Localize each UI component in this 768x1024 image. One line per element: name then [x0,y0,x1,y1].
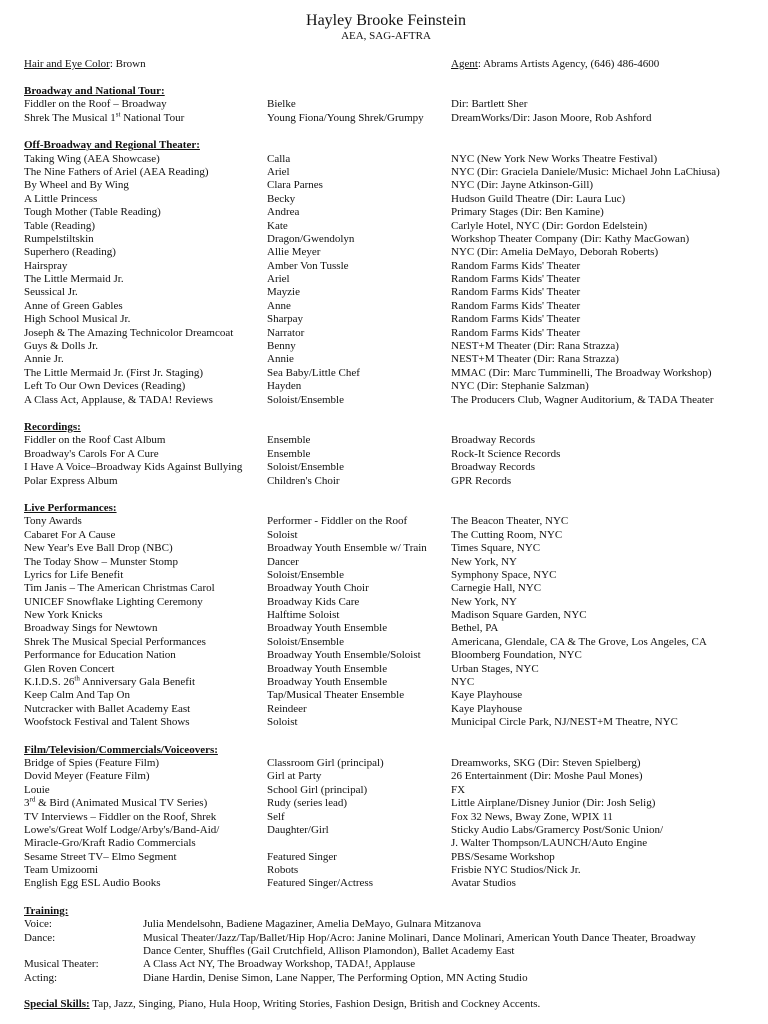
agent-label: Agent [451,58,478,70]
credit-row [24,260,748,273]
credit-title: Lowe's/Great Wolf Lodge/Arby's/Band-Aid/ [24,823,220,836]
credit-role: Dragon/Gwendolyn [267,232,355,245]
credit-venue: Avatar Studios [451,877,516,890]
training-category: Acting: [24,971,57,984]
credit-role: Kate [267,219,288,232]
credit-venue: NYC (Dir: Amelia DeMayo, Deborah Roberts) [451,246,659,259]
credit-row [24,622,748,635]
training-rows [24,918,748,985]
credit-rows [24,153,748,407]
credit-row [24,327,748,340]
credit-role: Dancer [267,555,299,568]
credit-title: Taking Wing (AEA Showcase) [24,152,160,165]
credit-venue: Frisbie NYC Studios/Nick Jr. [451,864,581,877]
credit-venue: Dir: Bartlett Sher [451,98,528,111]
credit-row [24,582,748,595]
section-live-performances [24,502,748,730]
credit-row [24,663,748,676]
credit-row [24,811,748,824]
credit-role: Calla [267,152,291,165]
credit-title: Miracle-Gro/Kraft Radio Commercials [24,837,196,850]
credit-role: Sea Baby/Little Chef [267,366,360,379]
credit-title: A Class Act, Applause, & TADA! Reviews [24,393,213,406]
credit-venue: Kaye Playhouse [451,689,523,702]
training-row [24,972,748,985]
credit-row [24,246,748,259]
credit-row [24,757,748,770]
credit-row [24,394,748,407]
credit-title: 3rd & Bird (Animated Musical TV Series) [24,795,208,810]
credit-venue: Random Farms Kids' Theater [451,259,581,272]
credit-title: Shrek The Musical 1st National Tour [24,110,185,124]
credit-row [24,300,748,313]
credit-venue: Sticky Audio Labs/Gramercy Post/Sonic Union/ [451,823,664,836]
credit-role: Tap/Musical Theater Ensemble [267,689,405,702]
training-instructors: Diane Hardin, Denise Simon, Lane Napper, The Performing Option, MN Acting Studio [143,971,528,984]
credit-venue: Workshop Theater Company (Dir: Kathy MacGowan) [451,232,690,245]
credit-role: Broadway Youth Ensemble [267,622,388,635]
training-category: Musical Theater: [24,958,99,971]
resume-page [24,10,748,1012]
credit-role: Bielke [267,98,296,111]
hair-eye-value: : Brown [109,58,146,70]
credit-title: Hairspray [24,259,68,272]
credit-row [24,784,748,797]
credit-venue: NYC (Dir: Graciela Daniele/Music: Michael John LaChiusa) [451,165,720,178]
credit-rows [24,757,748,891]
credit-row [24,367,748,380]
credit-title: The Nine Fathers of Ariel (AEA Reading) [24,165,209,178]
credit-role: Self [267,810,285,823]
training-instructors: Musical Theater/Jazz/Tap/Ballet/Hip Hop/Acro: Janine Molinari, Dance Molinari, American Youth Dance Theater, Broadway Dance Center, Shuffles (Gail Crutchfield, Allison Plamondon), Ballet Academy East [143,931,696,958]
credit-row [24,689,748,702]
credit-title: UNICEF Snowflake Lighting Ceremony [24,595,203,608]
training-category: Dance: [24,931,56,944]
credit-role: Narrator [267,326,305,339]
credit-row [24,353,748,366]
credit-title: Rumpelstiltskin [24,232,94,245]
credit-venue: Bloomberg Foundation, NYC [451,649,582,662]
credit-row [24,609,748,622]
training-row [24,958,748,971]
credit-title: The Little Mermaid Jr. [24,273,124,286]
credit-venue: Carnegie Hall, NYC [451,582,542,595]
credit-title: Nutcracker with Ballet Academy East [24,702,191,715]
credit-title: Shrek The Musical Special Performances [24,635,206,648]
credit-venue: Carlyle Hotel, NYC (Dir: Gordon Edelstein) [451,219,648,232]
credit-role: Ariel [267,273,290,286]
credit-row [24,797,748,810]
credit-title: Joseph & The Amazing Technicolor Dreamcoat [24,326,234,339]
agent-info [451,58,659,71]
section-training [24,905,748,985]
credit-title: The Little Mermaid Jr. (First Jr. Staging) [24,366,204,379]
credit-row [24,206,748,219]
credit-venue: NYC (Dir: Jayne Atkinson-Gill) [451,179,594,192]
credit-row [24,716,748,729]
section-broadway [24,85,748,125]
credit-title: Bridge of Spies (Feature Film) [24,756,160,769]
credit-row [24,649,748,662]
hair-eye-label: Hair and Eye Color [24,58,110,70]
credit-title: Glen Roven Concert [24,662,115,675]
credit-title: Annie Jr. [24,353,64,366]
credit-venue: Random Farms Kids' Theater [451,286,581,299]
credit-row [24,837,748,850]
credit-title: High School Musical Jr. [24,313,131,326]
credit-role: Girl at Party [267,770,322,783]
credit-venue: Times Square, NYC [451,542,541,555]
credit-row [24,770,748,783]
credit-title: Keep Calm And Tap On [24,689,130,702]
credit-title: Woofstock Festival and Talent Shows [24,716,190,729]
credit-role: Featured Singer [267,850,337,863]
credit-title: Guys & Dolls Jr. [24,340,98,353]
credit-row [24,515,748,528]
credit-venue: DreamWorks/Dir: Jason Moore, Rob Ashford [451,111,652,124]
credit-role: Halftime Soloist [267,609,340,622]
credit-role: Ensemble [267,434,311,447]
credit-title: Anne of Green Gables [24,299,123,312]
section-title: Live Performances: [24,501,117,514]
credit-venue: Urban Stages, NYC [451,662,539,675]
union-affiliations: AEA, SAG-AFTRA [341,30,431,42]
credit-title: Cabaret For A Cause [24,528,116,541]
credit-role: Robots [267,864,299,877]
hair-eye-color [24,58,146,71]
credit-row [24,703,748,716]
credit-role: Mayzie [267,286,300,299]
credit-role: Daughter/Girl [267,823,329,836]
section-title: Film/Television/Commercials/Voiceovers: [24,743,218,756]
credit-row [24,193,748,206]
credit-role: Broadway Kids Care [267,595,360,608]
credit-role: Annie [267,353,294,366]
credit-role: Andrea [267,206,300,219]
credit-venue: Municipal Circle Park, NJ/NEST+M Theatre, NYC [451,716,678,729]
credit-venue: Little Airplane/Disney Junior (Dir: Josh Selig) [451,797,656,810]
credit-role: Young Fiona/Young Shrek/Grumpy [267,111,424,124]
training-row [24,932,748,959]
credit-venue: Primary Stages (Dir: Ben Kamine) [451,206,604,219]
credit-row [24,529,748,542]
credit-row [24,448,748,461]
training-row [24,918,748,931]
credit-role: Ensemble [267,447,311,460]
credit-role: Soloist/Ensemble [267,568,344,581]
training-category: Voice: [24,918,52,931]
credit-role: Allie Meyer [267,246,321,259]
section-recordings [24,421,748,488]
credit-row [24,596,748,609]
performer-name: Hayley Brooke Feinstein [306,12,466,29]
credit-role: School Girl (principal) [267,783,368,796]
credit-title: Broadway Sings for Newtown [24,622,158,635]
credit-role: Classroom Girl (principal) [267,756,384,769]
credit-row [24,542,748,555]
credit-venue: J. Walter Thompson/LAUNCH/Auto Engine [451,837,648,850]
credit-role: Hayden [267,380,302,393]
credit-role: Clara Parnes [267,179,323,192]
credit-venue: 26 Entertainment (Dir: Moshe Paul Mones) [451,770,643,783]
credit-role: Featured Singer/Actress [267,877,373,890]
credit-title: By Wheel and By Wing [24,179,129,192]
credit-venue: NEST+M Theater (Dir: Rana Strazza) [451,340,619,353]
credit-row [24,877,748,890]
credit-venue: Symphony Space, NYC [451,568,557,581]
credit-row [24,676,748,689]
credit-row [24,179,748,192]
credit-title: Fiddler on the Roof – Broadway [24,98,167,111]
credit-row [24,153,748,166]
special-skills-label: Special Skills: [24,998,90,1011]
credit-title: Lyrics for Life Benefit [24,568,124,581]
credit-venue: PBS/Sesame Workshop [451,850,555,863]
credit-row [24,556,748,569]
credit-row [24,220,748,233]
credit-venue: Americana, Glendale, CA & The Grove, Los Angeles, CA [451,635,707,648]
credit-role: Broadway Youth Ensemble w/ Train [267,542,427,555]
credit-title: K.I.D.S. 26th Anniversary Gala Benefit [24,674,196,689]
credit-venue: Dreamworks, SKG (Dir: Steven Spielberg) [451,756,641,769]
credit-venue: Broadway Records [451,434,536,447]
credit-venue: The Beacon Theater, NYC [451,515,569,528]
credit-title: Tough Mother (Table Reading) [24,206,161,219]
credit-role: Soloist/Ensemble [267,635,344,648]
credit-title: Polar Express Album [24,474,118,487]
section-title: Training: [24,904,69,917]
credit-venue: NYC [451,676,475,689]
credit-role: Soloist [267,528,298,541]
credit-role: Broadway Youth Ensemble [267,676,388,689]
credit-row [24,851,748,864]
credit-title: Superhero (Reading) [24,246,116,259]
credit-title: Dovid Meyer (Feature Film) [24,770,150,783]
credit-title: The Today Show – Munster Stomp [24,555,178,568]
credit-role: Performer - Fiddler on the Roof [267,515,408,528]
training-instructors: Julia Mendelsohn, Badiene Magaziner, Amelia DeMayo, Gulnara Mitzanova [143,918,482,931]
credit-title: English Egg ESL Audio Books [24,877,161,890]
credit-row [24,233,748,246]
credit-venue: MMAC (Dir: Marc Tumminelli, The Broadway Workshop) [451,366,712,379]
credit-row [24,864,748,877]
credit-title: I Have A Voice–Broadway Kids Against Bullying [24,461,243,474]
credit-role: Benny [267,340,296,353]
credit-row [24,313,748,326]
credit-row [24,461,748,474]
credit-title: Tim Janis – The American Christmas Carol [24,582,215,595]
credit-venue: Fox 32 News, Bway Zone, WPIX 11 [451,810,613,823]
credit-row [24,273,748,286]
credit-title: Fiddler on the Roof Cast Album [24,434,166,447]
credit-row [24,434,748,447]
credit-venue: Broadway Records [451,461,536,474]
credit-venue: Kaye Playhouse [451,702,523,715]
credit-venue: Hudson Guild Theatre (Dir: Laura Luc) [451,192,626,205]
credit-role: Rudy (series lead) [267,797,348,810]
credit-venue: The Cutting Room, NYC [451,528,563,541]
credit-role: Anne [267,299,291,312]
special-skills [24,998,748,1011]
credit-venue: GPR Records [451,474,512,487]
credit-row [24,98,748,111]
credit-title: A Little Princess [24,192,98,205]
credit-venue: Rock-It Science Records [451,447,561,460]
credit-role: Broadway Youth Choir [267,582,369,595]
training-instructors: A Class Act NY, The Broadway Workshop, TADA!, Applause [143,958,416,971]
credit-role: Soloist/Ensemble [267,393,344,406]
credit-row [24,286,748,299]
credit-role: Ariel [267,165,290,178]
credit-venue: The Producers Club, Wagner Auditorium, & TADA Theater [451,393,714,406]
agent-value: : Abrams Artists Agency, (646) 486-4600 [477,58,660,70]
credit-rows [24,98,748,125]
credit-title: Left To Our Own Devices (Reading) [24,380,186,393]
special-skills-value: Tap, Jazz, Singing, Piano, Hula Hoop, Writing Stories, Fashion Design, British and Cockney Accents. [89,998,541,1011]
credit-title: TV Interviews – Fiddler on the Roof, Shrek [24,810,217,823]
credit-venue: Bethel, PA [451,622,499,635]
credit-title: Sesame Street TV– Elmo Segment [24,850,177,863]
credit-row [24,340,748,353]
credit-venue: NEST+M Theater (Dir: Rana Strazza) [451,353,619,366]
credit-rows [24,434,748,488]
credit-venue: FX [451,783,466,796]
credit-row [24,380,748,393]
credit-venue: NYC (New York New Works Theatre Festival) [451,152,658,165]
credit-role: Amber Von Tussle [267,259,349,272]
credit-role: Children's Choir [267,474,340,487]
section-title: Broadway and National Tour: [24,85,165,97]
credit-title: Table (Reading) [24,219,96,232]
credit-row [24,824,748,837]
credit-row [24,475,748,488]
credit-row [24,166,748,179]
credit-row [24,112,748,125]
credit-rows [24,515,748,729]
credit-role: Becky [267,192,296,205]
credit-role: Reindeer [267,702,307,715]
credit-role: Broadway Youth Ensemble [267,662,388,675]
credit-venue: Random Farms Kids' Theater [451,273,581,286]
credit-venue: Madison Square Garden, NYC [451,609,587,622]
section-title: Recordings: [24,420,81,433]
credit-role: Soloist [267,716,298,729]
section-title: Off-Broadway and Regional Theater: [24,139,200,152]
credit-row [24,636,748,649]
section-offbroadway [24,139,748,407]
credit-role: Sharpay [267,313,304,326]
credit-venue: Random Farms Kids' Theater [451,326,581,339]
section-film-tv [24,744,748,891]
credit-venue: Random Farms Kids' Theater [451,299,581,312]
credit-venue: Random Farms Kids' Theater [451,313,581,326]
credit-venue: New York, NY [451,555,518,568]
credit-title: Performance for Education Nation [24,649,176,662]
credit-role: Broadway Youth Ensemble/Soloist [267,649,421,662]
credit-row [24,569,748,582]
credit-title: New York Knicks [24,609,103,622]
credit-title: Broadway's Carols For A Cure [24,447,159,460]
contact-line [24,58,748,72]
credit-title: Louie [24,783,50,796]
credit-title: Tony Awards [24,515,82,528]
credit-title: Team Umizoomi [24,864,99,877]
credit-role: Soloist/Ensemble [267,461,344,474]
credit-title: Seussical Jr. [24,286,78,299]
credit-venue: NYC (Dir: Stephanie Salzman) [451,380,589,393]
credit-title: New Year's Eve Ball Drop (NBC) [24,542,173,555]
credit-venue: New York, NY [451,595,518,608]
